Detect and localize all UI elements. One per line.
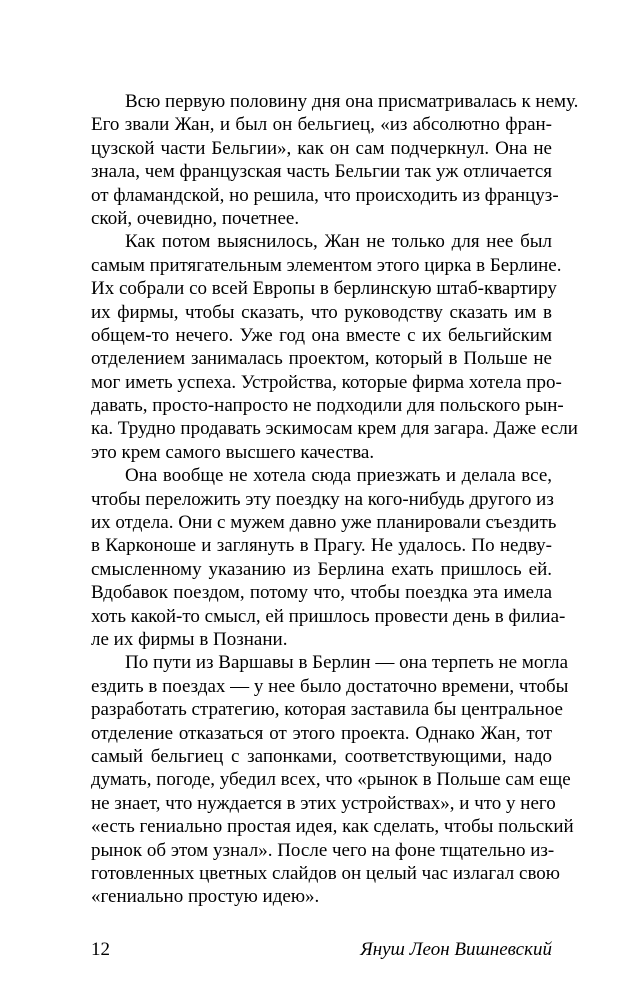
text-line: Она вообще не хотела сюда приезжать и делала все, (125, 465, 552, 487)
running-author: Януш Леон Вишневский (360, 939, 552, 960)
paragraph (91, 651, 574, 908)
text-line: рынок об этом узнал». После чего на фоне тщательно из- (91, 839, 555, 861)
text-line: «гениально простую идею». (91, 886, 320, 908)
text-line: знала, чем французская часть Бельгии так уж отличается (91, 161, 552, 183)
text-line: общем-то нечего. Уже год она вместе с их бельгийским (91, 324, 552, 346)
text-line: от фламандской, но решила, что происходить из француз- (91, 184, 559, 206)
text-line: разработать стратегию, которая заставила бы центральное (91, 699, 563, 721)
body-text (91, 90, 579, 909)
text-line: самым притягательным элементом этого цирка в Берлине. (91, 254, 562, 276)
text-line: их отдела. Они с мужем давно уже планировали съездить (91, 512, 557, 534)
text-line: в Карконоше и заглянуть в Прагу. Не удалось. По недву- (91, 535, 552, 557)
text-line: По пути из Варшавы в Берлин — она терпеть не могла (125, 652, 569, 674)
page-number: 12 (91, 939, 110, 960)
text-line: их фирмы, чтобы сказать, что руководству сказать им в (91, 301, 552, 323)
text-line: думать, погоде, убедил всех, что «рынок в Польше сам еще (91, 769, 571, 791)
text-line: отделением занималась проектом, который в Польше не (91, 348, 552, 370)
text-line: «есть гениально простая идея, как сделать, чтобы польский (91, 816, 574, 838)
text-line: Их собрали со всей Европы в берлинскую штаб-квартиру (91, 278, 557, 300)
paragraph (91, 464, 566, 651)
text-line: отделение отказаться от этого проекта. Однако Жан, тот (91, 722, 552, 744)
text-line: ской, очевидно, почетнее. (91, 207, 300, 229)
text-line: это крем самого высшего качества. (91, 441, 375, 463)
text-line: ле их фирмы в Познани. (91, 628, 288, 650)
text-line: ка. Трудно продавать эскимосам крем для загара. Даже если (91, 418, 578, 440)
text-line: смысленному указанию из Берлина ехать пришлось ей. (91, 558, 552, 580)
text-line: Вдобавок поездом, потому что, чтобы поездка эта имела (91, 582, 552, 604)
text-line: давать, просто-напросто не подходили для польского рын- (91, 395, 564, 417)
paragraph (91, 230, 578, 464)
text-line: мог иметь успеха. Устройства, которые фирма хотела про- (91, 371, 562, 393)
text-line: хоть какой-то смысл, ей пришлось провести день в филиа- (91, 605, 566, 627)
text-line: не знает, что нуждается в этих устройствах», и что у него (91, 792, 556, 814)
paragraph (91, 90, 579, 230)
text-line: Как потом выяснилось, Жан не только для нее был (125, 231, 552, 253)
text-line: ездить в поездах — у нее было достаточно времени, чтобы (91, 675, 569, 697)
text-line: цузской части Бельгии», как он сам подчеркнул. Она не (91, 137, 552, 159)
text-line: Всю первую половину дня она присматривалась к нему. (125, 91, 579, 112)
page-footer (91, 938, 552, 962)
text-line: самый бельгиец с запонками, соответствующими, надо (91, 745, 552, 767)
text-line: Его звали Жан, и был он бельгиец, «из абсолютно фран- (91, 114, 552, 136)
text-line: готовленных цветных слайдов он целый час излагал свою (91, 862, 560, 884)
text-line: чтобы переложить эту поездку на кого-нибудь другого из (91, 488, 554, 510)
